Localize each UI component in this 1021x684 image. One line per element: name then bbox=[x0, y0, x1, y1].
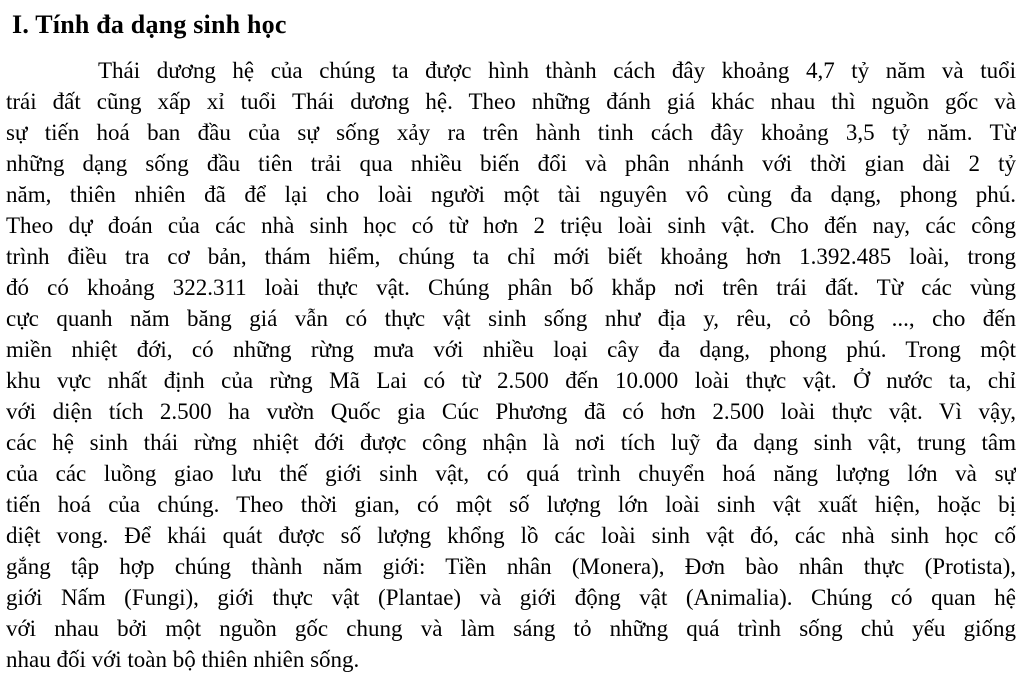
body-text-line: Theo dự đoán của các nhà sinh học có từ hơn 2 triệu loài sinh vật. Cho đến nay, các công bbox=[6, 213, 1016, 238]
body-text-line: sự tiến hoá ban đầu của sự sống xảy ra trên hành tinh cách đây khoảng 3,5 tỷ năm. Từ bbox=[6, 120, 1016, 145]
body-text-line: tiến hoá của chúng. Theo thời gian, có một số lượng lớn loài sinh vật xuất hiện, hoặc bị bbox=[6, 492, 1016, 517]
body-text-line: nhau đối với toàn bộ thiên nhiên sống. bbox=[6, 647, 360, 672]
body-text-line: Thái dương hệ của chúng ta được hình thành cách đây khoảng 4,7 tỷ năm và tuổi bbox=[98, 58, 1016, 83]
body-text-line: trình điều tra cơ bản, thám hiểm, chúng ta chỉ mới biết khoảng hơn 1.392.485 loài, trong bbox=[6, 244, 1016, 269]
body-text-line: trái đất cũng xấp xỉ tuổi Thái dương hệ. Theo những đánh giá khác nhau thì nguồn gốc và bbox=[6, 89, 1016, 114]
body-text-line: khu vực nhất định của rừng Mã Lai có từ 2.500 đến 10.000 loài thực vật. Ở nước ta, chỉ bbox=[6, 368, 1016, 393]
section-heading: I. Tính đa dạng sinh học bbox=[12, 10, 287, 39]
body-text-line: đó có khoảng 322.311 loài thực vật. Chúng phân bố khắp nơi trên trái đất. Từ các vùng bbox=[6, 275, 1016, 300]
body-text-line: của các luồng giao lưu thế giới sinh vật, có quá trình chuyển hoá năng lượng lớn và sự bbox=[6, 461, 1016, 486]
body-text-line: cực quanh năm băng giá vẫn có thực vật sinh sống như địa y, rêu, cỏ bông ..., cho đến bbox=[6, 306, 1016, 331]
body-text-line: năm, thiên nhiên đã để lại cho loài người một tài nguyên vô cùng đa dạng, phong phú. bbox=[6, 182, 1016, 207]
body-text-line: gắng tập hợp chúng thành năm giới: Tiền nhân (Monera), Đơn bào nhân thực (Protista), bbox=[6, 554, 1016, 579]
body-paragraph bbox=[6, 55, 1016, 675]
body-text-line: giới Nấm (Fungi), giới thực vật (Plantae) và giới động vật (Animalia). Chúng có quan hệ bbox=[6, 585, 1016, 610]
body-text-line: miền nhiệt đới, có những rừng mưa với nhiều loại cây đa dạng, phong phú. Trong một bbox=[6, 337, 1016, 362]
body-text-line: những dạng sống đầu tiên trải qua nhiều biến đổi và phân nhánh với thời gian dài 2 tỷ bbox=[6, 151, 1016, 176]
body-text-line: diệt vong. Để khái quát được số lượng khổng lồ các loài sinh vật đó, các nhà sinh học cố bbox=[6, 523, 1016, 548]
body-text-line: các hệ sinh thái rừng nhiệt đới được công nhận là nơi tích luỹ đa dạng sinh vật, trung tâm bbox=[6, 430, 1016, 455]
body-text-line: với diện tích 2.500 ha vườn Quốc gia Cúc Phương đã có hơn 2.500 loài thực vật. Vì vậy, bbox=[6, 399, 1016, 424]
body-text-line: với nhau bởi một nguồn gốc chung và làm sáng tỏ những quá trình sống chủ yếu giống bbox=[6, 616, 1016, 641]
